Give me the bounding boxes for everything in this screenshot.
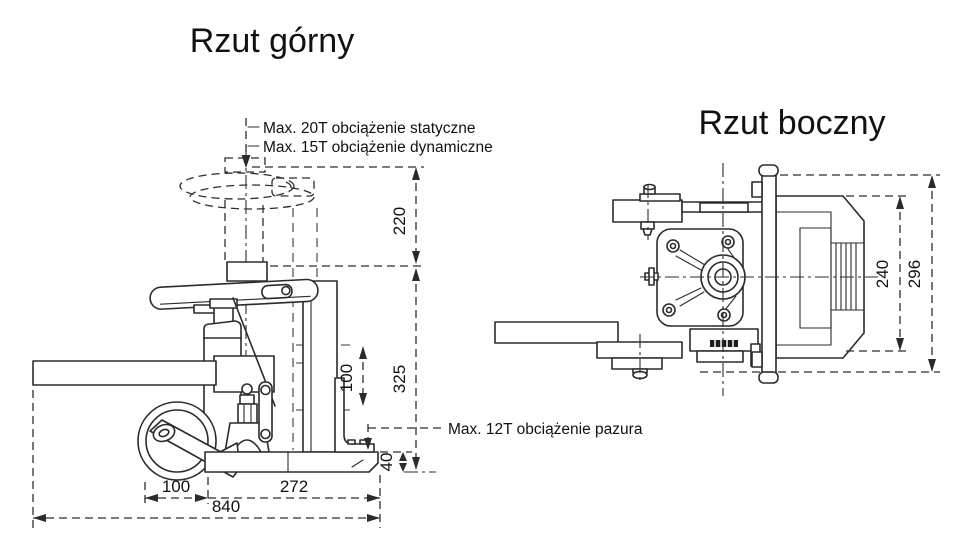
dim-height-total [390, 268, 436, 472]
flange-plate [762, 172, 776, 376]
ram-cap [227, 262, 267, 281]
static-load-label: Max. 20T obciążenie statyczne [263, 120, 476, 137]
dynamic-load-label: Max. 15T obciążenie dynamiczne [263, 139, 493, 156]
dim-wheel-offset-value: 100 [161, 477, 191, 496]
jack-column [303, 281, 337, 452]
view-side-title: Rzut boczny [698, 104, 886, 142]
pump-piston [238, 404, 257, 423]
dim-overall-length [33, 497, 380, 522]
handle-bar [33, 361, 216, 385]
dim-lift-stroke-value: 220 [390, 206, 409, 236]
load-leader [242, 118, 493, 168]
dim-lift-stroke [252, 167, 424, 266]
claw-serration [710, 340, 738, 347]
base-plate [205, 452, 378, 472]
dim-wheel-offset [145, 477, 208, 502]
cylinder-shoulder [204, 321, 241, 339]
jack-side-body [33, 262, 378, 480]
dim-body-height-value: 240 [873, 259, 892, 289]
view-top [33, 22, 643, 528]
view-side [495, 104, 940, 396]
view-top-title: Rzut górny [189, 22, 355, 60]
claw-load-leader [364, 421, 643, 450]
jack-front-body [495, 165, 864, 383]
dim-overall-height-value: 296 [905, 259, 924, 289]
dim-base-height-value: 40 [377, 452, 396, 472]
handle-bar-front [495, 322, 618, 343]
claw-load-label: Max. 12T obciążenie pazura [448, 421, 643, 438]
dim-height-total-value: 325 [390, 364, 409, 394]
dim-base-length-value: 272 [279, 477, 309, 496]
dim-claw-stroke-value: 100 [337, 363, 356, 393]
dim-base-height [377, 452, 412, 472]
dim-overall-length-value: 840 [211, 497, 241, 516]
